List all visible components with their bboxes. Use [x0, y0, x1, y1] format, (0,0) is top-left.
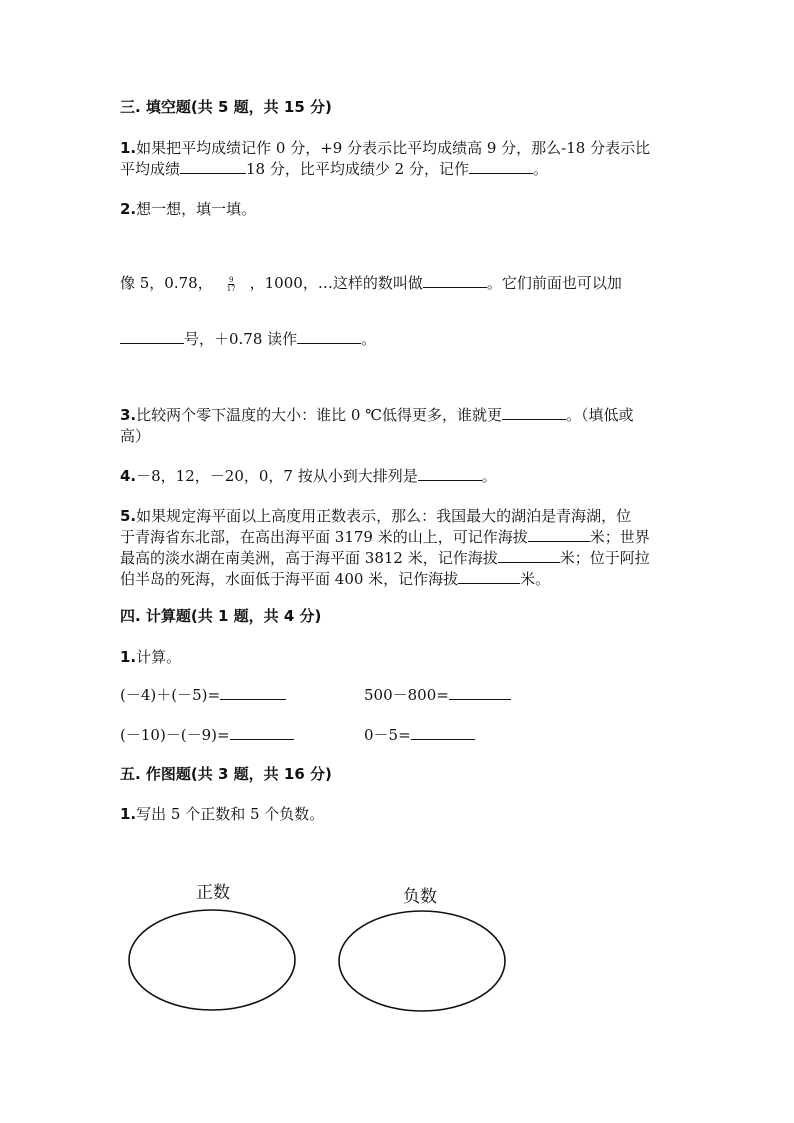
- question-text: 号，＋0.78 读作: [184, 330, 298, 348]
- section-5-title: 五. 作图题(共 3 题，共 16 分): [120, 765, 332, 783]
- question-text: ，1000，…这样的数叫做: [249, 274, 423, 292]
- section-3-title: 三. 填空题(共 5 题，共 15 分): [120, 98, 332, 116]
- question-text: 伯半岛的死海，水面低于海平面 400 米，记作海拔: [120, 570, 459, 588]
- question-text: 写出 5 个正数和 5 个负数。: [136, 805, 325, 823]
- question-text: 米；位于阿拉: [559, 549, 650, 567]
- question-3-line-2: 高）: [120, 427, 151, 445]
- expression-text: 500－800=: [364, 686, 449, 704]
- question-number: 4.: [120, 467, 137, 485]
- question-number: 5.: [120, 507, 137, 525]
- negative-label: 负数: [403, 887, 437, 907]
- question-text: 想一想，填一填。: [136, 200, 257, 218]
- positive-label: 正数: [196, 883, 230, 903]
- question-number: 3.: [120, 406, 137, 424]
- negative-ellipse[interactable]: [339, 911, 505, 1011]
- question-number: 2.: [120, 200, 137, 218]
- question-text: 米。: [520, 570, 551, 588]
- question-text: 比较两个零下温度的大小：谁比 0 ℃低得更多，谁就更: [136, 406, 503, 424]
- expression-text: (－4)＋(－5)=: [120, 686, 221, 704]
- question-text: 。: [361, 330, 377, 348]
- question-text: 计算。: [136, 648, 182, 666]
- question-text: 平均成绩: [120, 160, 181, 178]
- question-number: 1.: [120, 805, 137, 823]
- expression-text: (－10)－(－9)=: [120, 726, 230, 744]
- fraction-denominator: 17: [226, 284, 236, 293]
- section-4-title: 四. 计算题(共 1 题，共 4 分): [120, 607, 322, 625]
- question-text: 如果把平均成绩记作 0 分，+9 分表示比平均成绩高 9 分，那么-18 分表示比: [136, 139, 651, 157]
- question-text: 。: [481, 467, 497, 485]
- question-text: 。它们前面也可以加: [486, 274, 622, 292]
- fraction-numerator: 9: [228, 275, 234, 284]
- question-number: 1.: [120, 139, 137, 157]
- question-text: －8，12，－20，0，7 按从小到大排列是: [136, 467, 418, 485]
- question-text: 最高的淡水湖在南美洲，高于海平面 3812 米，记作海拔: [120, 549, 498, 567]
- question-text: 如果规定海平面以上高度用正数表示，那么：我国最大的湖泊是青海湖，位: [136, 507, 632, 525]
- question-text: 于青海省东北部，在高出海平面 3179 米的山上，可记作海拔: [120, 528, 528, 546]
- question-text: 像 5，0.78，: [120, 274, 213, 292]
- question-text: 。（填低或: [566, 406, 634, 424]
- question-text: 18 分，比平均成绩少 2 分，记作: [246, 160, 469, 178]
- question-text: 米；世界: [589, 528, 650, 546]
- question-text: 。: [532, 160, 548, 178]
- positive-ellipse[interactable]: [129, 910, 295, 1010]
- question-number: 1.: [120, 648, 137, 666]
- expression-text: 0－5=: [364, 726, 411, 744]
